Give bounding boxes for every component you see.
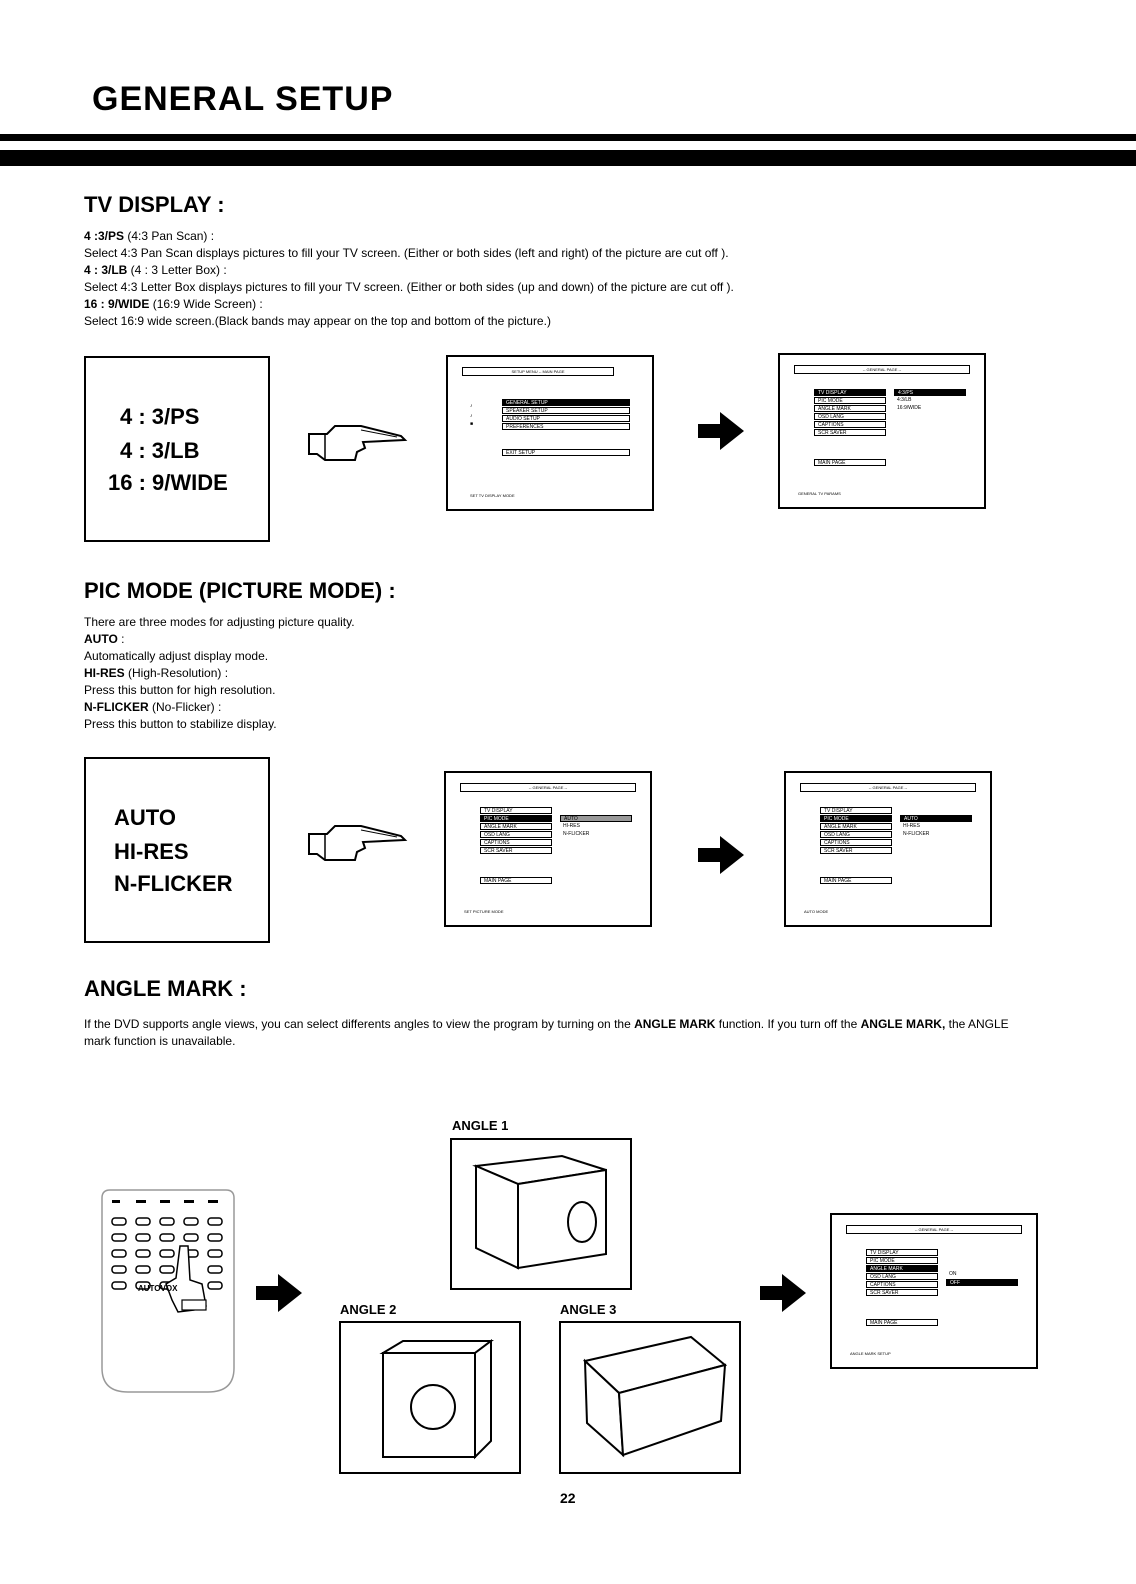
option-label: AUTO <box>114 805 176 830</box>
setup-menu-screen <box>446 355 654 511</box>
text-line: 4 : 3/LB (4 : 3 Letter Box) : <box>84 263 227 277</box>
menu-item[interactable]: SCR SAVER <box>480 847 552 854</box>
right-arrow-icon <box>698 412 744 450</box>
menu-item[interactable]: ANGLE MARK <box>814 405 886 412</box>
submenu-item[interactable]: N-FLICKER <box>563 831 590 837</box>
submenu-item[interactable]: ON <box>949 1271 957 1277</box>
text-line: HI-RES (High-Resolution) : <box>84 666 229 680</box>
screen-title: SETUP MENU -- MAIN PAGE <box>462 367 614 376</box>
angle-mark-heading: ANGLE MARK : <box>84 976 247 1001</box>
menu-item[interactable]: OSD LANG <box>814 413 886 420</box>
text-line: 16 : 9/WIDE (16:9 Wide Screen) : <box>84 297 263 311</box>
angle-mark-text: If the DVD supports angle views, you can select differents angles to view the program by turning on the ANGLE MARK function. If you turn off the ANGLE MARK, the ANGLE mark function is unavailable. <box>84 1017 1009 1048</box>
angle-2-view <box>339 1321 521 1474</box>
screen-footer: SET PICTURE MODE <box>464 909 504 914</box>
page-number: 22 <box>560 1490 576 1506</box>
menu-item[interactable]: TV DISPLAY <box>866 1249 938 1256</box>
option-label: 4 : 3/LB <box>120 438 200 463</box>
text-line: AUTO : <box>84 632 125 646</box>
box-illustration <box>452 1140 630 1288</box>
screen-title: -- GENERAL PAGE -- <box>800 783 976 792</box>
menu-item[interactable]: TV DISPLAY <box>814 389 886 396</box>
pic-mode-options-box <box>84 757 270 943</box>
settings-icon: ■ <box>470 421 474 427</box>
menu-item[interactable]: MAIN PAGE <box>814 459 886 466</box>
menu-item[interactable]: SCR SAVER <box>814 429 886 436</box>
option-label: 16 : 9/WIDE <box>108 470 228 495</box>
option-label: N-FLICKER <box>114 871 233 896</box>
text-line: Select 4:3 Pan Scan displays pictures to fill your TV screen. (Either or both sides (left and right) of the picture are cut off ). <box>84 246 729 260</box>
text-line: Press this button for high resolution. <box>84 683 276 697</box>
menu-item[interactable]: TV DISPLAY <box>480 807 552 814</box>
angle-label: ANGLE 3 <box>560 1302 617 1317</box>
option-label: 4 : 3/PS <box>120 404 200 429</box>
menu-item[interactable]: ANGLE MARK <box>866 1265 938 1272</box>
option-label: HI-RES <box>114 839 189 864</box>
text-line: Automatically adjust display mode. <box>84 649 269 663</box>
text-line: Press this button to stabilize display. <box>84 717 277 731</box>
menu-item[interactable]: PIC MODE <box>814 397 886 404</box>
menu-item[interactable]: PIC MODE <box>480 815 552 822</box>
submenu-item[interactable]: 16:9/WIDE <box>897 405 922 411</box>
text-line: 4 :3/PS (4:3 Pan Scan) : <box>84 229 215 243</box>
menu-item[interactable]: AUDIO SETUP <box>502 415 630 422</box>
menu-item[interactable]: SCR SAVER <box>820 847 892 854</box>
text-line: There are three modes for adjusting picture quality. <box>84 615 355 629</box>
menu-item[interactable]: TV DISPLAY <box>820 807 892 814</box>
screen-title: -- GENERAL PAGE -- <box>460 783 636 792</box>
menu-item[interactable]: GENERAL SETUP <box>502 399 630 406</box>
angle-1-view <box>450 1138 632 1290</box>
screen-footer: SET TV DISPLAY MODE <box>470 493 515 498</box>
remote-brand-label: AUTOVOX <box>138 1284 178 1293</box>
menu-item[interactable]: ANGLE MARK <box>820 823 892 830</box>
submenu-item[interactable]: AUTO <box>560 815 632 822</box>
screen-footer: GENERAL TV PARAMS <box>798 491 841 496</box>
angle-label: ANGLE 2 <box>340 1302 397 1317</box>
menu-item[interactable]: OSD LANG <box>480 831 552 838</box>
menu-item[interactable]: CAPTIONS <box>820 839 892 846</box>
submenu-item[interactable]: 4:3/PS <box>894 389 966 396</box>
general-page-screen <box>830 1213 1038 1369</box>
audio-icon: ♪ <box>470 413 473 419</box>
header-rule-thick <box>0 150 1136 166</box>
tv-display-options-box <box>84 356 270 542</box>
pic-mode-text <box>84 614 1044 733</box>
speaker-icon: ♪ <box>470 403 473 409</box>
screen-footer: ANGLE MARK SETUP <box>850 1351 891 1356</box>
submenu-item[interactable]: AUTO <box>900 815 972 822</box>
menu-item[interactable]: SCR SAVER <box>866 1289 938 1296</box>
box-illustration <box>561 1323 739 1472</box>
angle-3-view <box>559 1321 741 1474</box>
screen-footer: AUTO MODE <box>804 909 829 914</box>
menu-item[interactable]: EXIT SETUP <box>502 449 630 456</box>
menu-item[interactable]: MAIN PAGE <box>480 877 552 884</box>
menu-item[interactable]: MAIN PAGE <box>866 1319 938 1326</box>
submenu-item[interactable]: OFF <box>946 1279 1018 1286</box>
menu-item[interactable]: CAPTIONS <box>480 839 552 846</box>
submenu-item[interactable]: HI-RES <box>903 823 920 829</box>
tv-display-text <box>84 228 1044 330</box>
right-arrow-icon <box>760 1274 806 1312</box>
submenu-item[interactable]: N-FLICKER <box>903 831 930 837</box>
tv-display-heading: TV DISPLAY : <box>84 192 225 217</box>
angle-label: ANGLE 1 <box>452 1118 509 1133</box>
menu-item[interactable]: ANGLE MARK <box>480 823 552 830</box>
menu-item[interactable]: PREFERENCES <box>502 423 630 430</box>
box-illustration <box>341 1323 519 1472</box>
text-line: N-FLICKER (No-Flicker) : <box>84 700 222 714</box>
pic-mode-heading: PIC MODE (PICTURE MODE) : <box>84 578 396 603</box>
right-arrow-icon <box>698 836 744 874</box>
menu-item[interactable]: OSD LANG <box>866 1273 938 1280</box>
text-line: Select 4:3 Letter Box displays pictures to fill your TV screen. (Either or both sides (up and down) of the picture are cut off ). <box>84 280 734 294</box>
text-line: Select 16:9 wide screen.(Black bands may appear on the top and bottom of the picture.) <box>84 314 551 328</box>
general-page-screen <box>444 771 652 927</box>
submenu-item[interactable]: 4:3/LB <box>897 397 912 403</box>
menu-item[interactable]: OSD LANG <box>820 831 892 838</box>
general-page-screen <box>778 353 986 509</box>
menu-item[interactable]: CAPTIONS <box>814 421 886 428</box>
page-title: GENERAL SETUP <box>92 80 394 118</box>
submenu-item[interactable]: HI-RES <box>563 823 580 829</box>
menu-item[interactable]: CAPTIONS <box>866 1281 938 1288</box>
screen-title: -- GENERAL PAGE -- <box>794 365 970 374</box>
right-arrow-icon <box>256 1274 302 1312</box>
menu-item[interactable]: SPEAKER SETUP <box>502 407 630 414</box>
pointing-hand-icon <box>305 820 411 870</box>
menu-item[interactable]: MAIN PAGE <box>820 877 892 884</box>
pointing-hand-icon <box>305 420 411 470</box>
header-rule-thin <box>0 134 1136 141</box>
general-page-screen <box>784 771 992 927</box>
screen-title: -- GENERAL PAGE -- <box>846 1225 1022 1234</box>
menu-item[interactable]: PIC MODE <box>866 1257 938 1264</box>
menu-item[interactable]: PIC MODE <box>820 815 892 822</box>
